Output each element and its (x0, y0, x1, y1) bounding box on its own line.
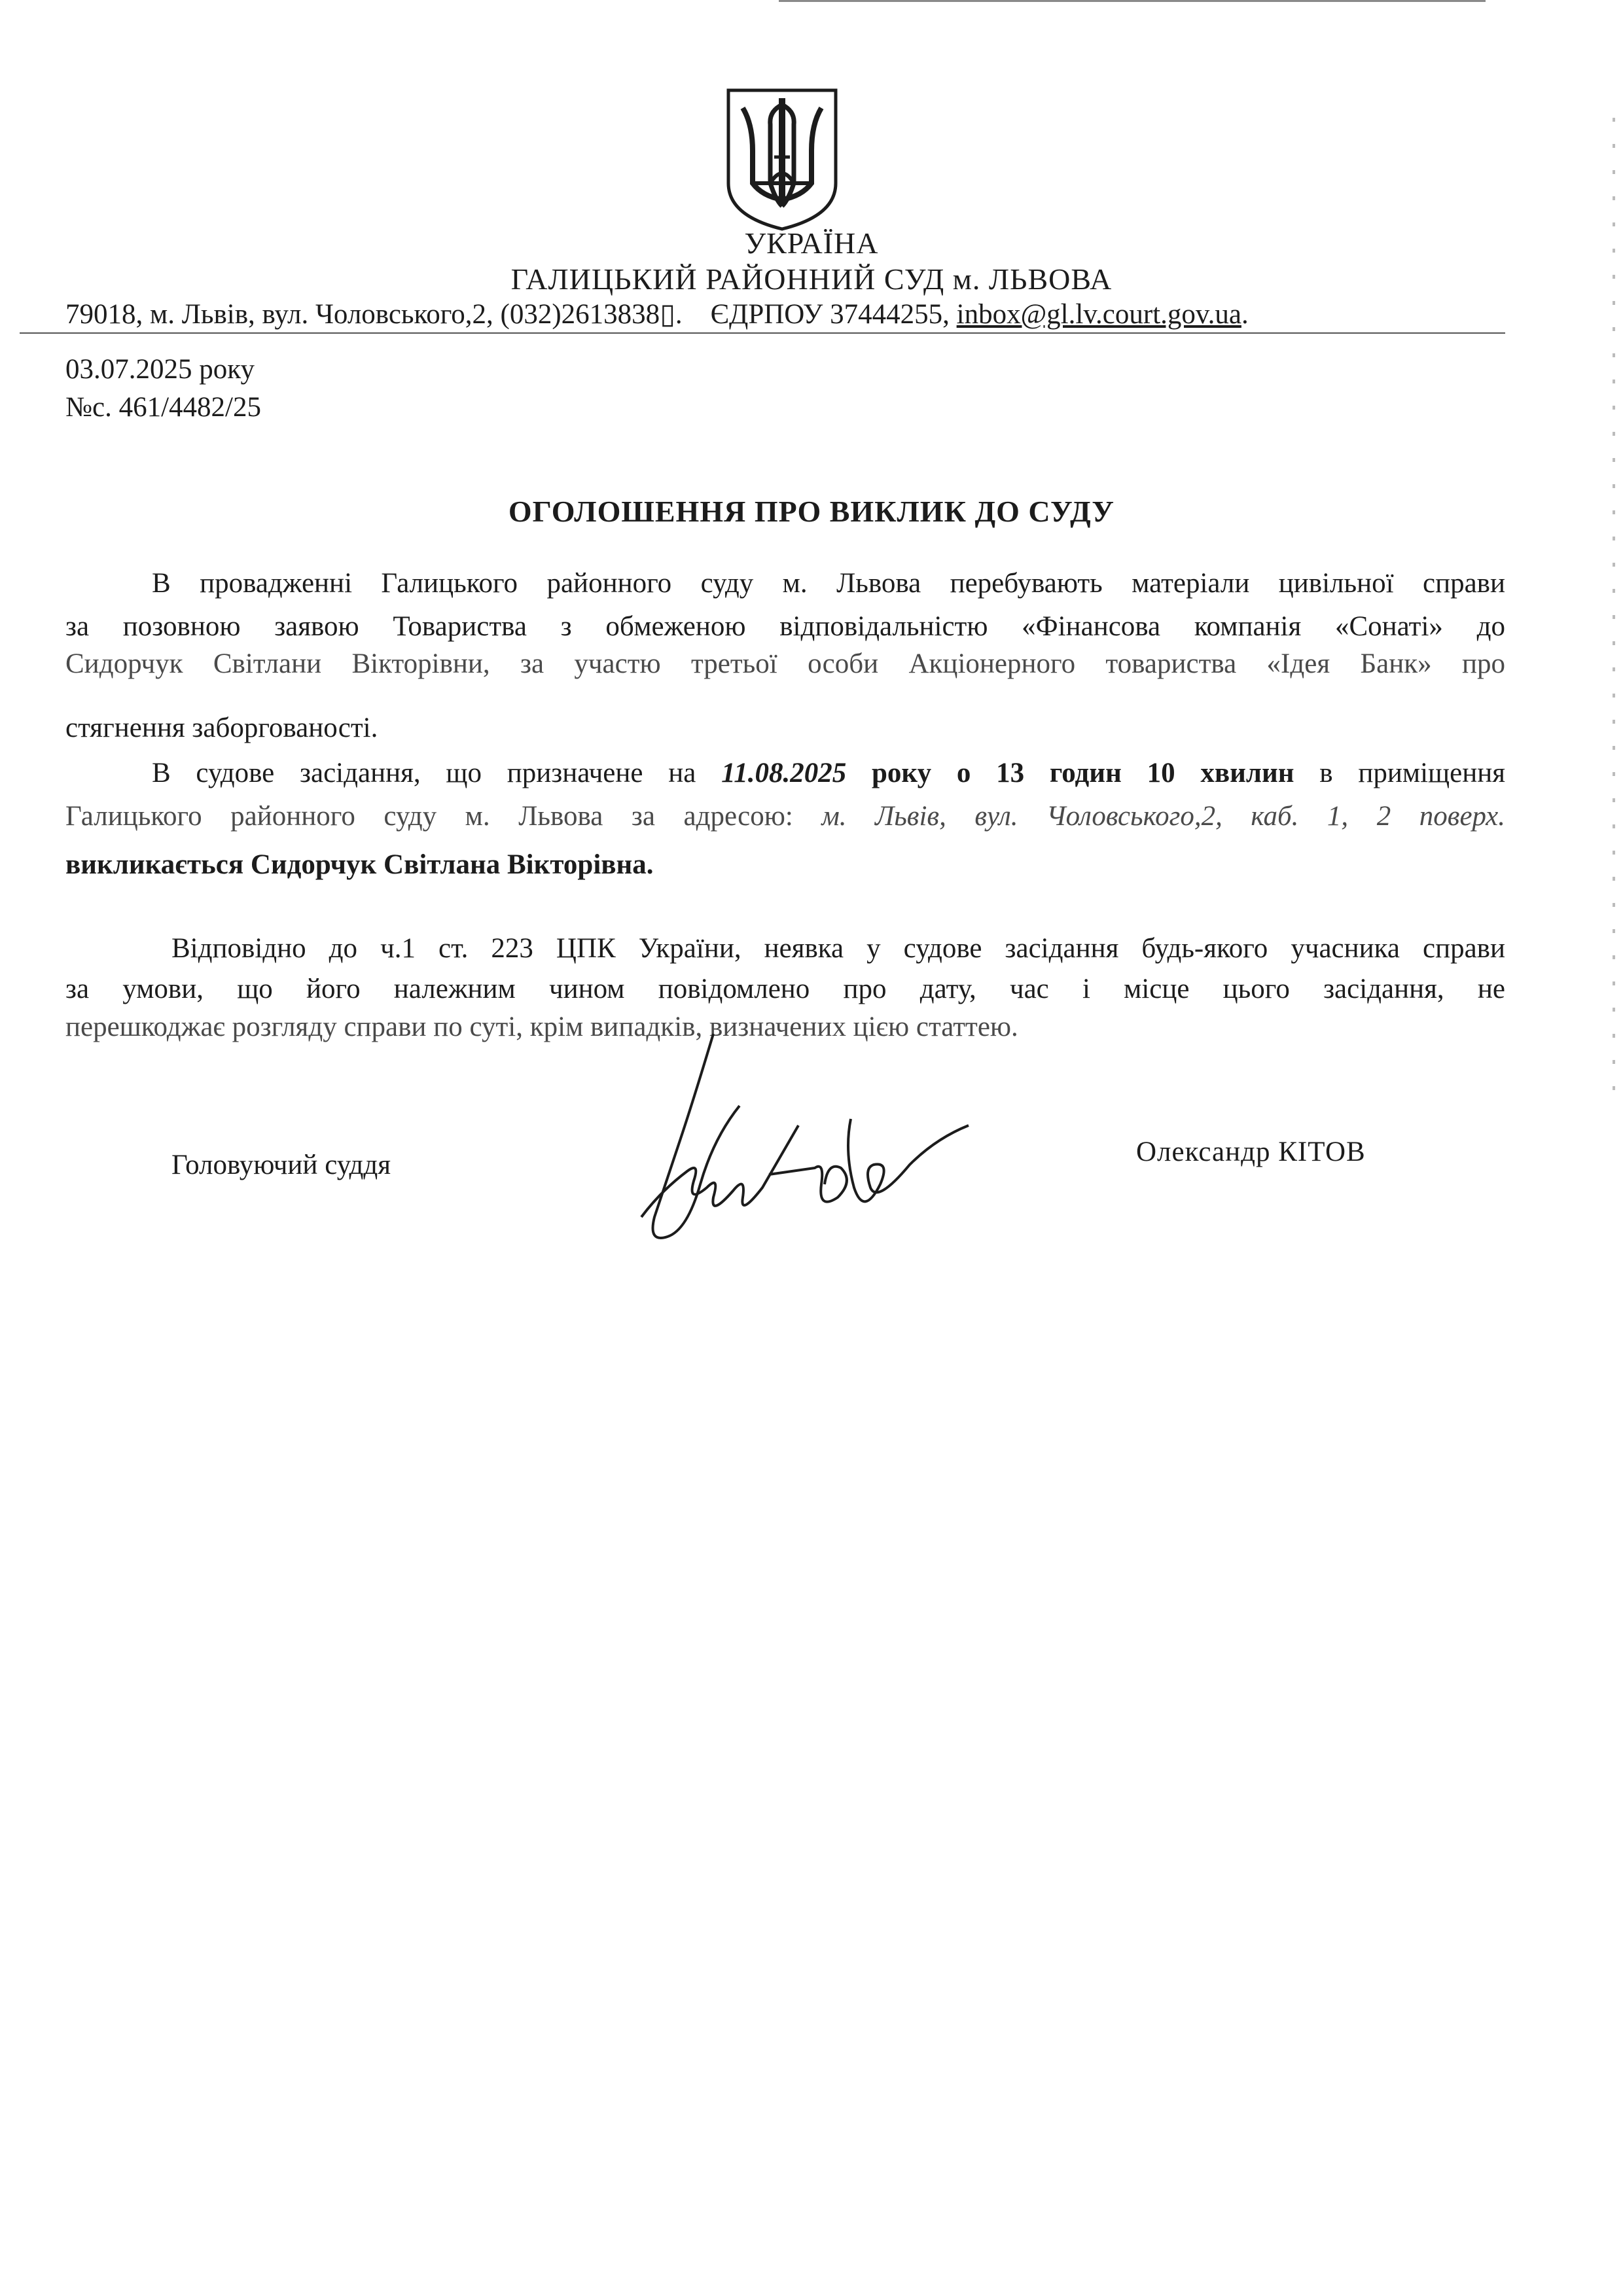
trident-coat-of-arms-icon (723, 85, 841, 232)
court-address: 79018, м. Львів, вул. Чоловського,2, (032)2613838 (65, 299, 660, 330)
court-name: ГАЛИЦЬКИЙ РАЙОННИЙ СУД м. ЛЬВОВА (510, 262, 1113, 296)
scan-top-line (779, 0, 1486, 2)
paragraph1-line2: за позовною заявою Товариства з обмеженою відповідальністю «Фінансова компанія «Сонаті» до (65, 611, 1505, 642)
document-date: 03.07.2025 року (65, 354, 255, 385)
paragraph1-line1: В провадженні Галицького районного суду м. Львова перебувають матеріали цивільної справи (152, 568, 1505, 599)
hearing-address-intro: Галицького районного суду м. Львова за адресою: (65, 801, 793, 832)
document-title: ОГОЛОШЕННЯ ПРО ВИКЛИК ДО СУДУ (508, 495, 1115, 528)
hearing-location-intro: в приміщення (1319, 758, 1506, 788)
summoned-person: Сидорчук Світлана Вікторівна. (250, 849, 654, 880)
judge-signature (628, 1021, 995, 1269)
judge-name: Олександр КІТОВ (1136, 1137, 1366, 1167)
court-edrpou: ЄДРПОУ 37444255, (710, 299, 950, 330)
country-name: УКРАЇНА (744, 226, 879, 260)
case-number: №с. 461/4482/25 (65, 392, 262, 423)
paragraph3-line1: Відповідно до ч.1 ст. 223 ЦПК України, неявка у судове засідання будь-якого учасника справи (171, 933, 1505, 964)
header-divider (20, 332, 1505, 334)
paragraph2-line3 (65, 849, 1505, 881)
paragraph2-line2 (65, 800, 1505, 832)
hearing-place: м. Львів, вул. Чоловського,2, каб. 1, 2 поверх. (821, 801, 1506, 832)
hearing-time: року о 13 годин 10 хвилин (871, 758, 1294, 788)
court-address-line: 79018, м. Львів, вул. Чоловського,2, (032)2613838▯. ЄДРПОУ 37444255, inbox@gl.lv.court.gov.ua. (65, 299, 1249, 330)
paragraph1-line3: Сидорчук Світлани Вікторівни, за участю третьої особи Акціонерного товариства «Ідея Банк» про (65, 648, 1505, 679)
presiding-judge-label: Головуючий суддя (171, 1150, 391, 1180)
hearing-intro: В судове засідання, що призначене на (152, 758, 696, 788)
paragraph2-line1 (152, 757, 1505, 789)
paragraph3-line2: за умови, що його належним чином повідомлено про дату, час і місце цього засідання, не (65, 974, 1505, 1004)
court-email[interactable]: inbox@gl.lv.court.gov.ua (956, 299, 1241, 330)
paragraph3-line3: перешкоджає розгляду справи по суті, крім випадків, визначених цією статтею. (65, 1012, 1018, 1042)
summoned-intro: викликається (65, 849, 244, 880)
paragraph1-line4: стягнення заборгованості. (65, 713, 378, 743)
hearing-date: 11.08.2025 (721, 758, 847, 788)
